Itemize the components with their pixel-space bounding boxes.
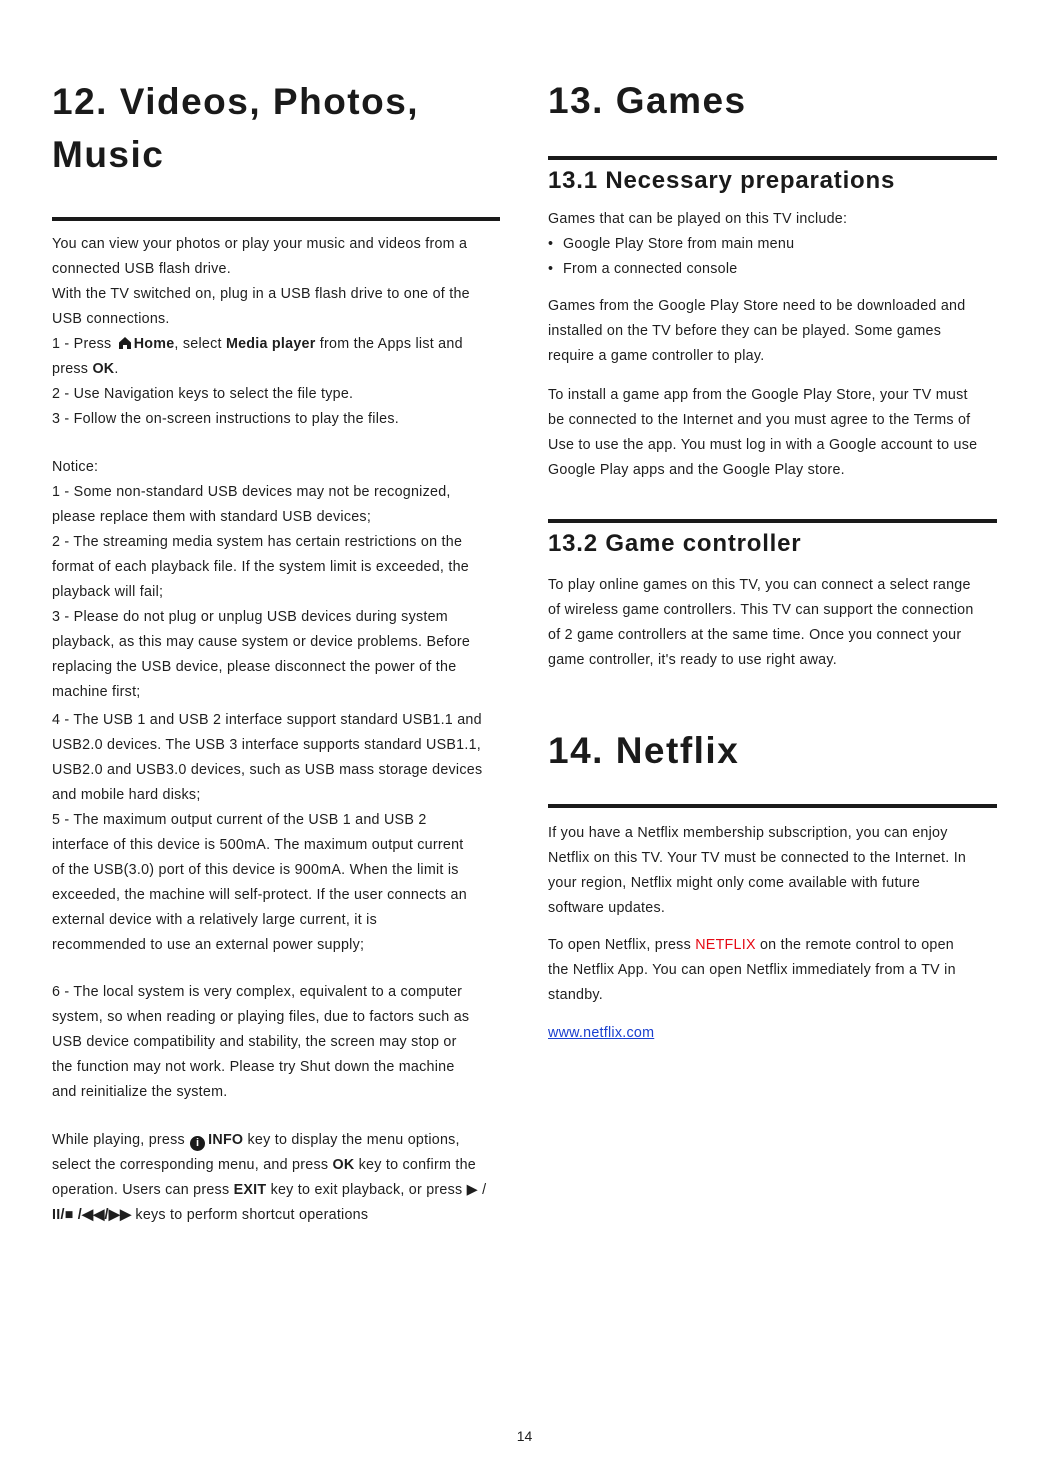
bullet-icon: • — [548, 261, 554, 277]
text-segment: exceeded, the machine will self-protect. If the user connects an — [52, 887, 467, 903]
text-segment: key to display the menu options, — [243, 1132, 460, 1148]
text-segment: key to exit playback, or press ▶ / — [266, 1182, 487, 1198]
bold-key-label: OK — [332, 1157, 355, 1173]
text-line — [548, 846, 966, 871]
text-segment: . — [114, 361, 119, 377]
text-segment: please replace them with standard USB devices; — [52, 509, 372, 525]
text-segment: the function may not work. Please try Shut down the machine — [52, 1059, 455, 1075]
text-segment: interface of this device is 500mA. The maximum output current — [52, 837, 464, 853]
text-segment: playback will fail; — [52, 584, 164, 600]
text-segment: From a connected console — [563, 261, 738, 277]
text-line — [548, 623, 961, 648]
text-segment: software updates. — [548, 900, 666, 916]
text-segment: replacing the USB device, please disconnect the power of the — [52, 659, 457, 675]
text-line — [548, 344, 764, 369]
home-icon — [118, 334, 132, 348]
text-line — [548, 408, 970, 433]
text-segment: USB2.0 and USB3.0 devices, such as USB mass storage devices — [52, 762, 483, 778]
text-segment: While playing, press — [52, 1132, 190, 1148]
text-line — [52, 382, 353, 407]
text-segment: from the Apps list and — [315, 336, 463, 352]
text-line — [52, 630, 470, 655]
text-segment: 1 - Press — [52, 336, 116, 352]
text-line — [52, 1178, 486, 1203]
text-segment: Google Play Store from main menu — [563, 236, 795, 252]
text-line — [52, 580, 163, 605]
text-segment: Notice: — [52, 459, 99, 475]
text-segment: Google Play apps and the Google Play store. — [548, 462, 845, 478]
text-line — [52, 480, 451, 505]
text-line — [52, 933, 364, 958]
text-line — [52, 332, 463, 357]
text-line — [52, 858, 459, 883]
text-segment: Games that can be played on this TV include: — [548, 211, 848, 227]
text-line — [548, 598, 974, 623]
text-segment: connected USB flash drive. — [52, 261, 231, 277]
bold-key-label: INFO — [208, 1132, 244, 1148]
bold-key-label: Media player — [225, 336, 316, 352]
text-segment: operation. Users can press — [52, 1182, 234, 1198]
text-line — [548, 232, 794, 257]
text-segment: the Netflix App. You can open Netflix immediately from a TV in — [548, 962, 956, 978]
text-line — [52, 833, 464, 858]
subsection-title-game-controller: 13.2 Game controller — [548, 530, 802, 557]
section-divider — [548, 519, 997, 523]
section-divider — [548, 804, 997, 808]
text-segment: To open Netflix, press — [548, 937, 696, 953]
text-line — [548, 458, 845, 483]
netflix-link-line — [548, 1021, 654, 1046]
page-number: 14 — [516, 1428, 533, 1444]
text-line — [52, 1203, 368, 1228]
section-title-netflix: 14. Netflix — [548, 730, 740, 771]
text-line — [52, 783, 201, 808]
text-segment: require a game controller to play. — [548, 348, 765, 364]
text-line — [52, 232, 467, 257]
text-line — [52, 530, 462, 555]
text-segment: 2 - The streaming media system has certain restrictions on the — [52, 534, 463, 550]
text-line — [548, 983, 603, 1008]
text-line — [52, 257, 231, 282]
text-segment: 4 - The USB 1 and USB 2 interface support standard USB1.1 and — [52, 712, 482, 728]
bullet-icon: • — [548, 236, 554, 252]
text-line — [52, 605, 448, 630]
text-line — [52, 708, 482, 733]
text-segment: press — [52, 361, 93, 377]
netflix-key-label: NETFLIX — [695, 937, 756, 953]
text-segment: and reinitialize the system. — [52, 1084, 228, 1100]
text-line — [548, 433, 977, 458]
subsection-title-necessary-preparations: 13.1 Necessary preparations — [548, 167, 896, 194]
text-line — [52, 1030, 457, 1055]
text-line — [52, 1055, 455, 1080]
text-line — [52, 758, 482, 783]
text-line — [548, 257, 737, 282]
text-segment: If you have a Netflix membership subscription, you can enjoy — [548, 825, 948, 841]
info-icon: i — [190, 1136, 205, 1151]
text-segment: , select — [174, 336, 226, 352]
text-segment: USB device compatibility and stability, the screen may stop or — [52, 1034, 457, 1050]
text-line — [52, 505, 371, 530]
text-line — [548, 933, 954, 958]
text-segment: and mobile hard disks; — [52, 787, 201, 803]
text-segment: machine first; — [52, 684, 141, 700]
text-line — [52, 455, 98, 480]
text-line — [548, 958, 956, 983]
section-title-videos-photos-music: 12. Videos, Photos, — [52, 81, 420, 122]
text-segment: key to confirm the — [354, 1157, 476, 1173]
text-line — [548, 896, 665, 921]
text-segment: be connected to the Internet and you must agree to the Terms of — [548, 412, 971, 428]
text-segment: select the corresponding menu, and press — [52, 1157, 333, 1173]
section-title-videos-photos-music-line2: Music — [52, 134, 165, 175]
text-line — [52, 655, 456, 680]
text-segment: You can view your photos or play your music and videos from a — [52, 236, 468, 252]
section-divider — [548, 156, 997, 160]
text-line — [52, 1153, 476, 1178]
text-segment: Netflix on this TV. Your TV must be connected to the Internet. In — [548, 850, 967, 866]
text-segment: Games from the Google Play Store need to be downloaded and — [548, 298, 966, 314]
text-segment: USB connections. — [52, 311, 170, 327]
text-line — [548, 821, 948, 846]
text-segment: recommended to use an external power supply; — [52, 937, 365, 953]
text-line — [548, 648, 837, 673]
text-line — [52, 407, 399, 432]
section-divider — [52, 217, 500, 221]
text-line — [548, 383, 968, 408]
text-line — [52, 883, 467, 908]
text-segment: With the TV switched on, plug in a USB flash drive to one of the — [52, 286, 470, 302]
text-segment: format of each playback file. If the system limit is exceeded, the — [52, 559, 469, 575]
text-segment: keys to perform shortcut operations — [131, 1207, 369, 1223]
text-segment: installed on the TV before they can be played. Some games — [548, 323, 942, 339]
text-line — [52, 733, 481, 758]
text-line — [52, 1128, 460, 1153]
text-line — [548, 871, 920, 896]
text-segment: on the remote control to open — [755, 937, 954, 953]
text-segment: 3 - Please do not plug or unplug USB devices during system — [52, 609, 448, 625]
bold-key-label: Home — [133, 336, 175, 352]
text-segment: To install a game app from the Google Play Store, your TV must — [548, 387, 968, 403]
text-line — [52, 980, 462, 1005]
text-line — [52, 808, 427, 833]
text-segment: 5 - The maximum output current of the USB 1 and USB 2 — [52, 812, 427, 828]
text-segment: game controller, it's ready to use right away. — [548, 652, 837, 668]
text-line — [52, 680, 141, 705]
text-segment: external device with a relatively large current, it is — [52, 912, 377, 928]
text-segment: of 2 game controllers at the same time. Once you connect your — [548, 627, 962, 643]
text-line — [52, 1080, 227, 1105]
text-segment: 1 - Some non-standard USB devices may not be recognized, — [52, 484, 451, 500]
text-line — [52, 555, 469, 580]
text-segment: 6 - The local system is very complex, equivalent to a computer — [52, 984, 463, 1000]
text-line — [52, 1005, 469, 1030]
text-segment: 3 - Follow the on-screen instructions to play the files. — [52, 411, 399, 427]
text-line — [52, 908, 377, 933]
text-line — [548, 207, 847, 232]
text-segment: Use to use the app. You must log in with a Google account to use — [548, 437, 978, 453]
text-line — [52, 307, 170, 332]
netflix-website-link[interactable]: www.netflix.com — [548, 1025, 655, 1041]
text-line — [548, 319, 941, 344]
text-segment: USB2.0 devices. The USB 3 interface supports standard USB1.1, — [52, 737, 482, 753]
section-title-games: 13. Games — [548, 80, 747, 121]
text-segment: standby. — [548, 987, 603, 1003]
bold-key-label: OK — [92, 361, 115, 377]
text-segment: To play online games on this TV, you can connect a select range — [548, 577, 971, 593]
text-segment: system, so when reading or playing files, due to factors such as — [52, 1009, 470, 1025]
text-line — [52, 357, 119, 382]
text-segment: 2 - Use Navigation keys to select the file type. — [52, 386, 354, 402]
text-segment: of wireless game controllers. This TV can support the connection — [548, 602, 974, 618]
text-segment: your region, Netflix might only come available with future — [548, 875, 921, 891]
bold-key-label: II/■ /◀◀/▶▶ — [52, 1207, 132, 1223]
text-line — [548, 573, 971, 598]
bold-key-label: EXIT — [233, 1182, 267, 1198]
text-segment: playback, as this may cause system or device problems. Before — [52, 634, 471, 650]
text-line — [548, 294, 965, 319]
text-segment: of the USB(3.0) port of this device is 900mA. When the limit is — [52, 862, 459, 878]
text-line — [52, 282, 470, 307]
